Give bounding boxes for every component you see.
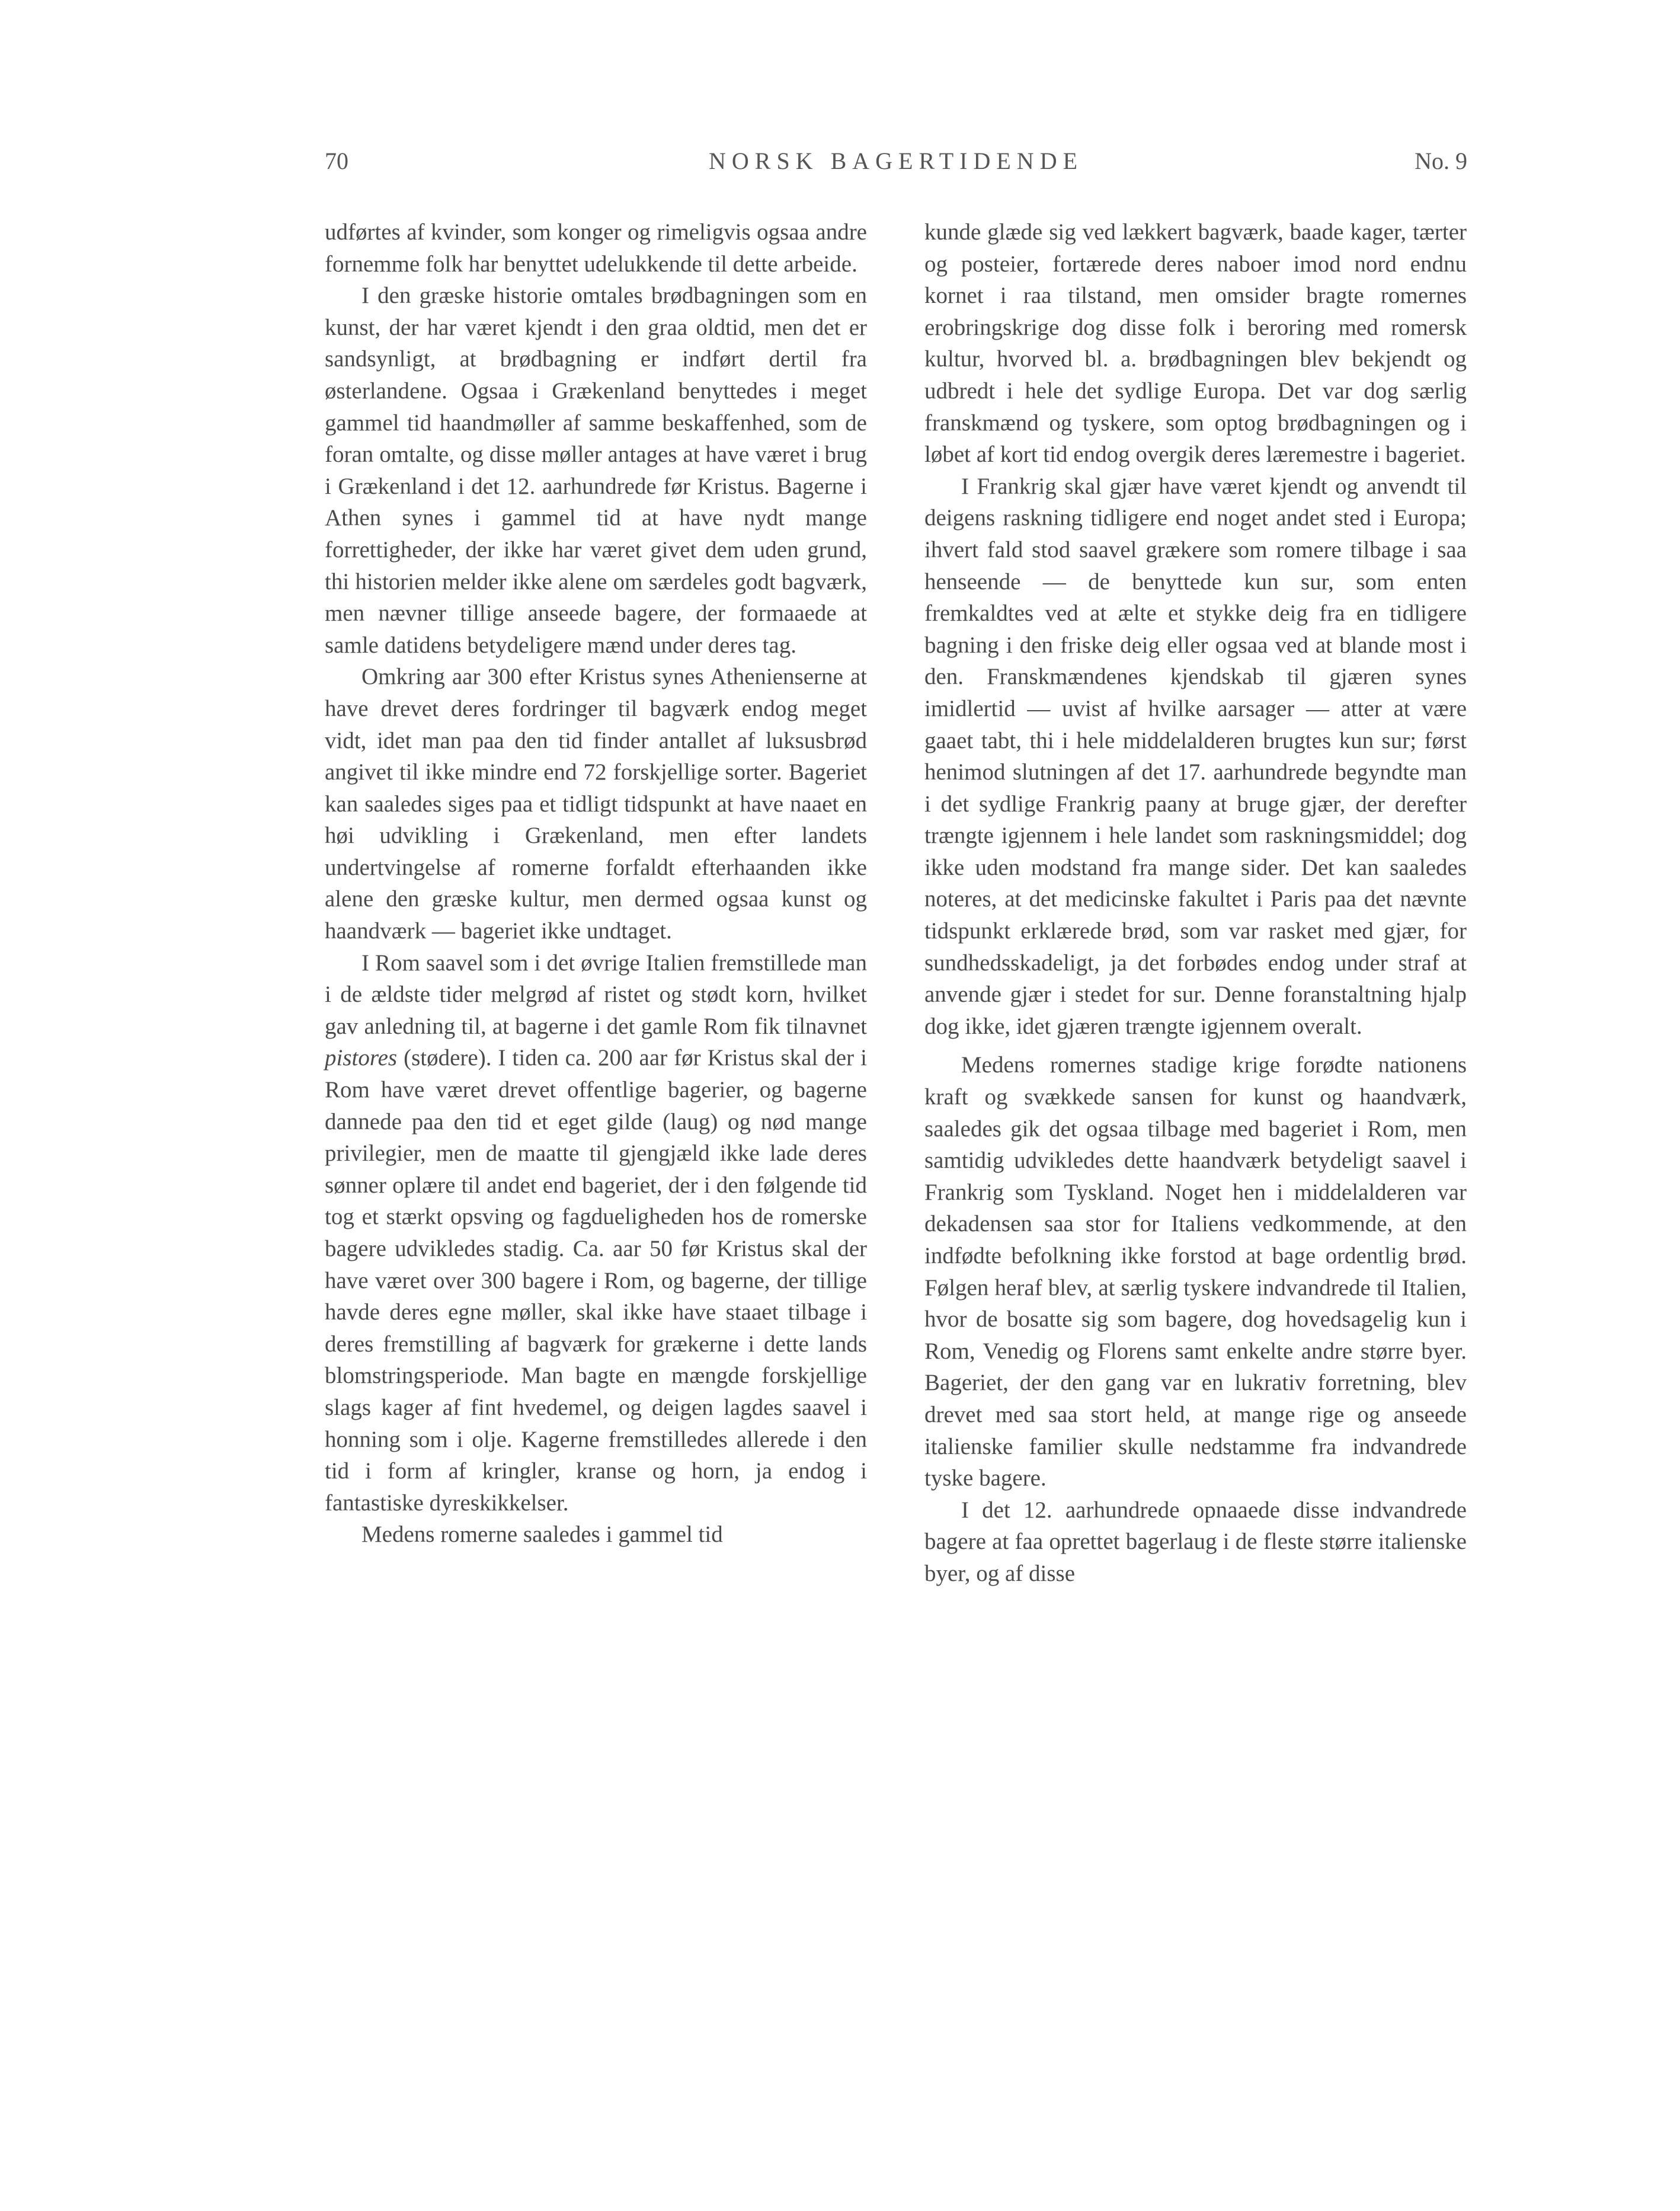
- paragraph: Omkring aar 300 efter Kristus synes Athenienserne at have drevet deres fordringer til bagværk endog meget vidt, idet man paa den tid finder antallet af luksusbrød angivet til ikke mindre end 72 forskjellige sorter. Bageriet kan saaledes siges paa et tidligt tidspunkt at have naaet en høi udvikling i Grækenland, men efter landets undertvingelse af romerne forfaldt efterhaanden ikke alene den græske kultur, men dermed ogsaa kunst og haandværk — bageriet ikke undtaget.: [325, 664, 867, 944]
- page-number: 70: [325, 148, 348, 174]
- paragraph: I det 12. aarhundrede opnaaede disse indvandrede bagere at faa oprettet bagerlaug i de fleste større italienske byer, og af disse: [924, 1497, 1467, 1586]
- paragraph: udførtes af kvinder, som konger og rimeligvis ogsaa andre fornemme folk har benyttet udelukkende til dette arbeide.: [325, 219, 867, 277]
- paragraph: kunde glæde sig ved lækkert bagværk, baade kager, tærter og posteier, fortærede deres naboer imod nord endnu kornet i raa tilstand, men omsider bragte romernes erobringskrige dog disse folk i beroring med romersk kultur, hvorved bl. a. brødbagningen blev bekjendt og udbredt i hele det sydlige Europa. Det var dog særlig franskmænd og tyskere, som optog brødbagningen og i løbet af kort tid endog overgik deres læremestre i bageriet.: [924, 219, 1467, 468]
- paragraph: Medens romernes stadige krige forødte nationens kraft og svækkede sansen for kunst og haandværk, saaledes gik det ogsaa tilbage med bageriet i Rom, men samtidig udvikledes dette haandværk betydeligt saavel i Frankrig som Tyskland. Noget hen i middelalderen var dekadensen saa stor for Italiens vedkommende, at den indfødte befolkning ikke forstod at bage ordentlig brød. Følgen heraf blev, at særlig tyskere indvandrede til Italien, hvor de bosatte sig som bagere, dog hovedsagelig kun i Rom, Venedig og Florens samt enkelte andre større byer. Bageriet, der den gang var en lukrativ forretning, blev drevet med saa stort held, at mange rige og anseede italienske familier skulle nedstamme fra indvandrede tyske bagere.: [924, 1052, 1467, 1491]
- paragraph: I den græske historie omtales brødbagningen som en kunst, der har været kjendt i den graa oldtid, men det er sandsynligt, at brødbagning er indført dertil fra østerlandene. Ogsaa i Grækenland benyttedes i meget gammel tid haandmøller af samme beskaffenhed, som de foran omtalte, og disse møller antages at have været i brug i Grækenland i det 12. aarhundrede før Kristus. Bagerne i Athen synes i gammel tid at have nydt mange forrettigheder, der ikke har været givet dem uden grund, thi historien melder ikke alene om særdeles godt bagværk, men nævner tillige anseede bagere, der formaaede at samle datidens betydeligere mænd under deres tag.: [325, 283, 867, 658]
- paragraph: [325, 947, 867, 1519]
- left-column: [325, 216, 867, 1551]
- issue-number: No. 9: [1415, 148, 1467, 174]
- paragraph-text: I Rom saavel som i det øvrige Italien fremstillede man i de ældste tider melgrød af ristet og stødt korn, hvilket gav anledning til, at bagerne i det gamle Rom fik tilnavnet: [325, 950, 867, 1039]
- paragraph-text: (stødere). I tiden ca. 200 aar før Kristus skal der i Rom have været drevet offentlige bagerier, og bagerne dannede paa den tid et eget gilde (laug) og nød mange privilegier, men de maatte til gjengjæld ikke lade deres sønner oplære til andet end bageriet, der i den følgende tid tog et stærkt opsving og fagdueligheden hos de romerske bagere udvikledes stadig. Ca. aar 50 før Kristus skal der have været over 300 bagere i Rom, og bagerne, der tillige havde deres egne møller, skal ikke have staaet tilbage i deres fremstilling af bagværk for grækerne i dette lands blomstringsperiode. Man bagte en mængde forskjellige slags kager af fint hvedemel, og deigen lagdes saavel i honning som i olje. Kagerne fremstilledes allerede i den tid i form af kringler, kranse og horn, ja endog i fantastiske dyreskikkelser.: [325, 1045, 867, 1516]
- paragraph: Medens romerne saaledes i gammel tid: [361, 1522, 723, 1548]
- page-header: [325, 147, 1467, 185]
- publication-title: NORSK BAGERTIDENDE: [708, 148, 1084, 174]
- right-column: [924, 216, 1467, 1590]
- italic-term: pistores: [325, 1045, 398, 1071]
- paragraph: I Frankrig skal gjær have været kjendt og anvendt til deigens raskning tidligere end noget andet sted i Europa; ihvert fald stod saavel grækere som romere tilbage i saa henseende — de benyttede kun sur, som enten fremkaldtes ved at ælte et stykke deig fra en tidligere bagning i den friske deig eller ogsaa ved at blande most i den. Franskmændenes kjendskab til gjæren synes imidlertid — uvist af hvilke aarsager — atter at være gaaet tabt, thi i hele middelalderen brugtes kun sur; først henimod slutningen af det 17. aarhundrede begyndte man i det sydlige Frankrig paany at bruge gjær, der derefter trængte igjennem i hele landet som raskningsmiddel; dog ikke uden modstand fra mange sider. Det kan saaledes noteres, at det medicinske fakultet i Paris paa det nævnte tidspunkt erklærede brød, som var rasket med gjær, for sundhedsskadeligt, ja det forbødes endog under straf at anvende gjær i stedet for sur. Denne foranstaltning hjalp dog ikke, idet gjæren trængte igjennem overalt.: [924, 473, 1467, 1039]
